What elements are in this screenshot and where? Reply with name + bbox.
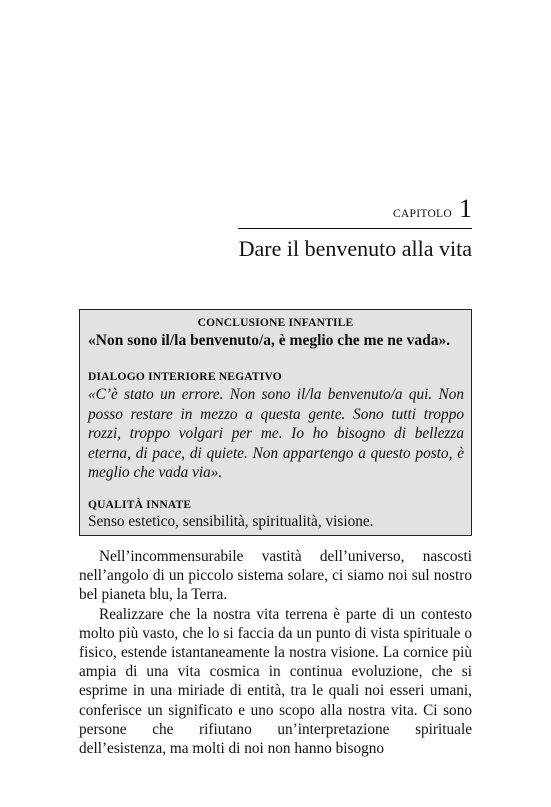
dialogue-heading: DIALOGO INTERIORE NEGATIVO [88,371,282,383]
qualities-heading: QUALITÀ INNATE [88,499,192,511]
chapter-title: Dare il benvenuto alla vita [238,236,472,261]
paragraph: Nell’incommensurabile vastità dell’universo, nascosti nell’angolo di un piccolo sistema solare, ci siamo noi sul nostro bel pianeta blu, la Terra. [79,548,472,604]
summary-box [79,309,472,536]
conclusion-quote: «Non sono il/la benvenuto/a, è meglio che me ne vada». [88,332,451,349]
chapter-label [393,196,472,222]
paragraph: Realizzare che la nostra vita terrena è parte di un contesto molto più vasto, che lo si faccia da un punto di vista spirituale o fisico, estende istantaneamente la nostra visione. La cornice più ampia di una vita cosmica in continua evoluzione, che si esprime in una miriade di entità, tra le quali noi esseri umani, conferisce un significato e uno scopo alla nostra vita. Ci sono persone che rifiutano un’interpretazione spirituale dell’esistenza, ma molti di noi non hanno bisogno [79,605,472,758]
chapter-rule [238,228,472,229]
body-text [79,547,472,758]
dialogue-text: «C’è stato un errore. Non sono il/la benvenuto/a qui. Non posso restare in mezzo a questa gente. Sono tutti troppo rozzi, troppo volgari per me. Io ho bisogno di bellezza eterna, di pace, di quiete. Non appartengo a questo posto, è meglio che vada via». [88,386,464,481]
chapter-number: 1 [459,194,472,223]
chapter-word: CAPITOLO [392,208,452,220]
qualities-text: Senso estetico, sensibilità, spiritualità, visione. [88,513,374,530]
conclusion-heading: CONCLUSIONE INFANTILE [197,317,354,329]
